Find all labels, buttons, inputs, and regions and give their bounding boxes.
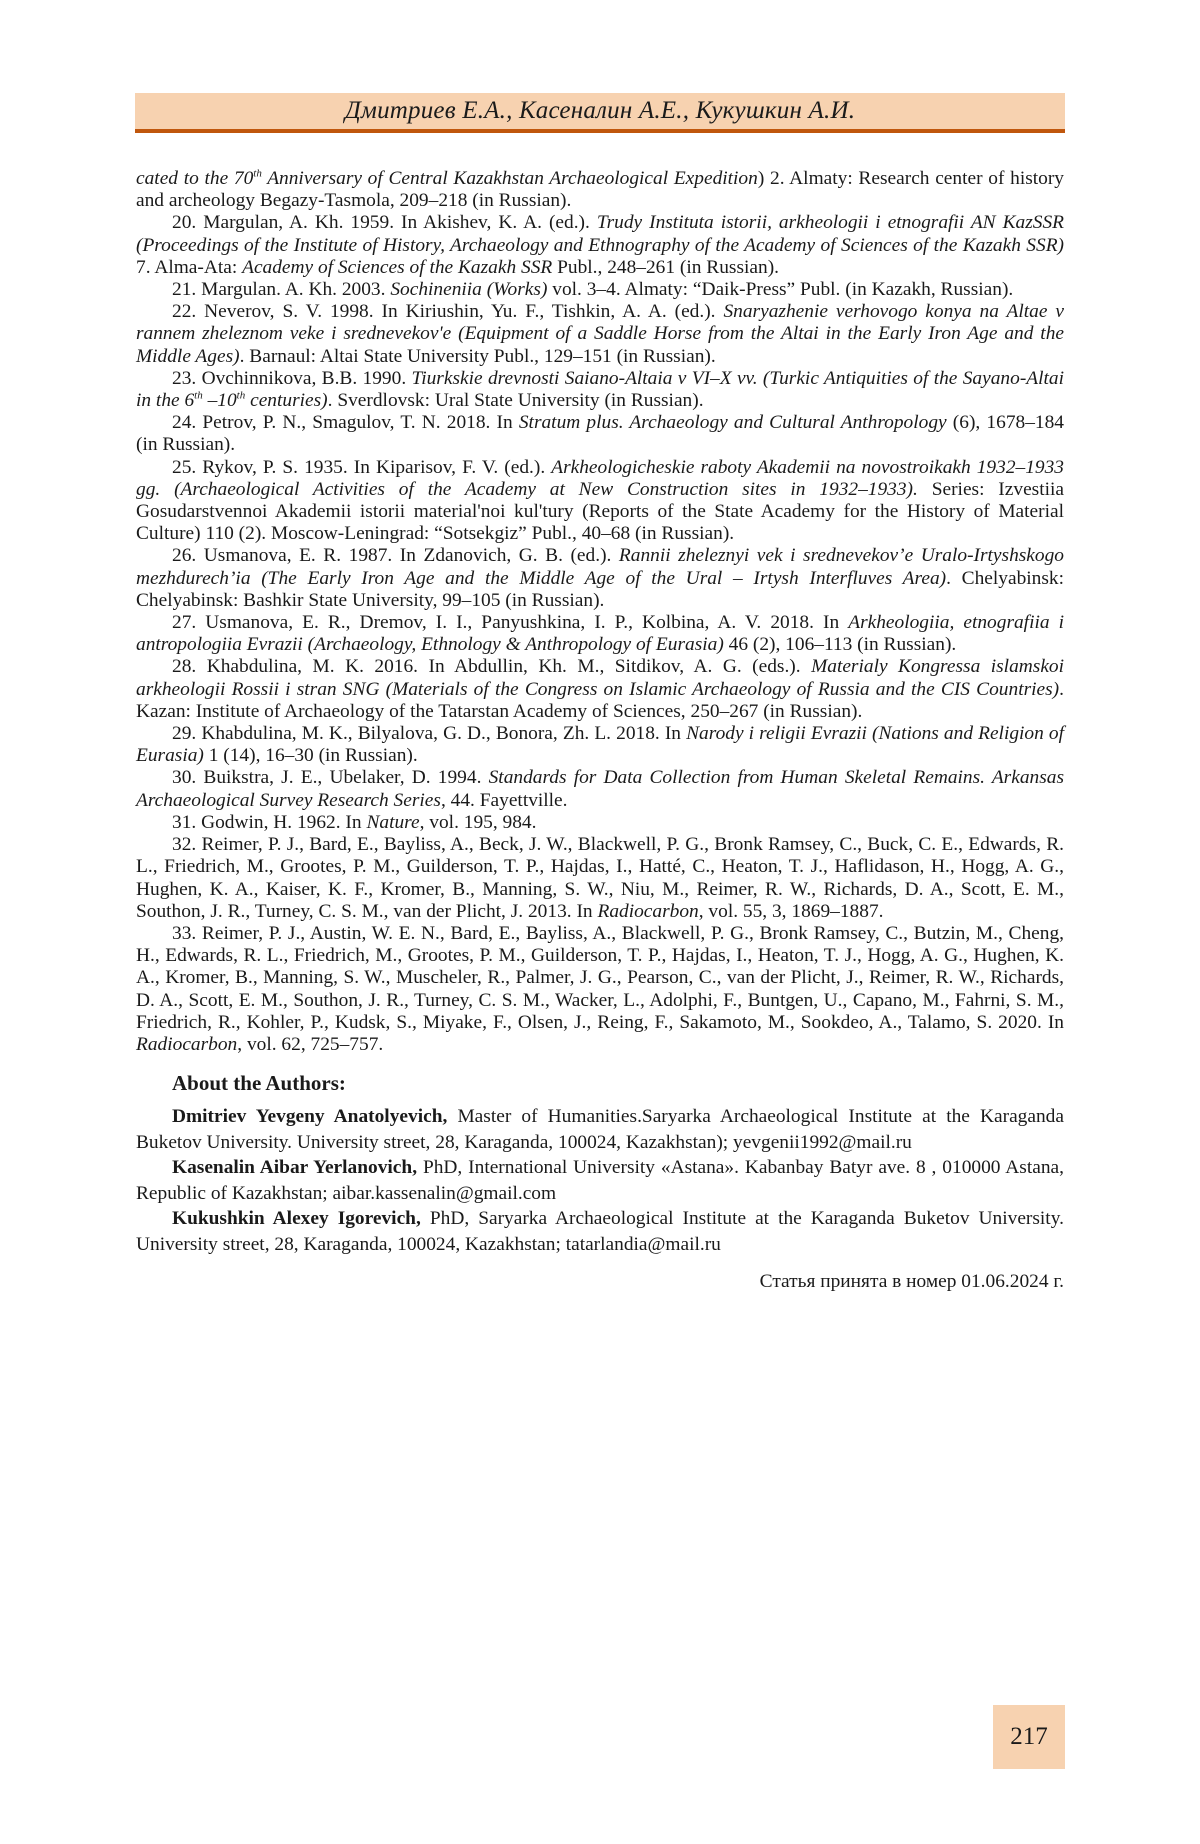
reference-32: 32. Reimer, P. J., Bard, E., Bayliss, A., Beck, J. W., Blackwell, P. G., Bronk Ramsey, C., Buck, C. E., Edwards, R. L., Friedrich, M., Grootes, P. M., Guilderson, T. P., Hajdas, I., Hatté, C., Heaton, T. J., Haflidason, H., Hogg, A. G., Hughen, K. A., Kaiser, K. F., Kromer, B., Manning, S. W., Niu, M., Reimer, R. W., Richards, D. A., Scott, E. M., Southon, J. R., Turney, C. S. M., van der Plicht, J. 2013. In Radiocarbon, vol. 55, 3, 1869–1887. <box>136 834 1064 922</box>
reference-19-continued: cated to the 70th Anniversary of Central Kazakhstan Archaeological Expedition) 2. Almaty: Research center of history and archeology Begazy-Tasmola, 209–218 (in Russian). <box>136 167 1064 212</box>
reference-25: 25. Rykov, P. S. 1935. In Kiparisov, F. V. (ed.). Arkheologicheskie raboty Akademii na novostroikakh 1932–1933 gg. (Archaeological Activities of the Academy at New Construction sites in 1932–1933). Series: Izvestiia Gosudarstvennoi Akademii istorii material'noi kul'tury (Reports of the State Academy for the History of Material Culture) 110 (2). Moscow-Leningrad: “Sotsekgiz” Publ., 40–68 (in Russian). <box>136 456 1064 545</box>
reference-31: 31. Godwin, H. 1962. In Nature, vol. 195, 984. <box>172 811 537 833</box>
reference-26: 26. Usmanova, E. R. 1987. In Zdanovich, G. B. (ed.). Rannii zheleznyi vek i srednevekov’e Uralo-Irtyshskogo mezhdurech’ia (The Early Iron Age and the Middle Age of the Ural – Irtysh Interfluves Area). Chelyabinsk: Chelyabinsk: Bashkir State University, 99–105 (in Russian). <box>136 545 1064 611</box>
running-header <box>135 93 1065 133</box>
author-kasenalin: Kasenalin Aibar Yerlanovich, PhD, International University «Astana». Kabanbay Batyr ave. 8 , 010000 Astana, Republic of Kazakhstan; aibar.kassenalin@gmail.com <box>136 1157 1064 1204</box>
reference-28: 28. Khabdulina, M. K. 2016. In Abdullin, Kh. M., Sitdikov, A. G. (eds.). Materialy Kongressa islamskoi arkheologii Rossii i stran SNG (Materials of the Congress on Islamic Archaeology of Russia and the CIS Countries). Kazan: Institute of Archaeology of the Tatarstan Academy of Sciences, 250–267 (in Russian). <box>136 656 1065 722</box>
page-number: 217 <box>1010 1723 1048 1750</box>
reference-33: 33. Reimer, P. J., Austin, W. E. N., Bard, E., Bayliss, A., Blackwell, P. G., Bronk Ramsey, C., Butzin, M., Cheng, H., Edwards, R. L., Friedrich, M., Grootes, P. M., Guilderson, T. P., Hajdas, I., Heaton, T. J., Hogg, A. G., Hughen, K. A., Kromer, B., Manning, S. W., Muscheler, R., Palmer, J. G., Pearson, C., van der Plicht, J., Reimer, R. W., Richards, D. A., Scott, E. M., Southon, J. R., Turney, C. S. M., Wacker, L., Adolphi, F., Buntgen, U., Capano, M., Fahrni, S. M., Friedrich, R., Kohler, P., Kudsk, S., Miyake, F., Olsen, J., Reing, F., Sakamoto, M., Sookdeo, A., Talamo, S. 2020. In Radiocarbon, vol. 62, 725–757. <box>136 922 1064 1055</box>
author-kukushkin: Kukushkin Alexey Igorevich, PhD, Saryarka Archaeological Institute at the Karaganda Buketov University. University street, 28, Karaganda, 100024, Kazakhstan; tatarlandia@mail.ru <box>136 1208 1064 1255</box>
accepted-date: Статья принята в номер 01.06.2024 г. <box>759 1271 1064 1293</box>
reference-20: 20. Margulan, A. Kh. 1959. In Akishev, K. A. (ed.). Trudy Instituta istorii, arkheologii i etnografii AN KazSSR (Proceedings of the Institute of History, Archaeology and Ethnography of the Academy of Sciences of the Kazakh SSR) 7. Alma-Ata: Academy of Sciences of the Kazakh SSR Publ., 248–261 (in Russian). <box>136 212 1064 278</box>
article-body <box>136 168 1064 1294</box>
reference-30: 30. Buikstra, J. E., Ubelaker, D. 1994. Standards for Data Collection from Human Skeletal Remains. Arkansas Archaeological Survey Research Series, 44. Fayettville. <box>136 767 1064 811</box>
reference-24: 24. Petrov, P. N., Smagulov, T. N. 2018. In Stratum plus. Archaeology and Cultural Anthropology (6), 1678–184 (in Russian). <box>136 412 1064 456</box>
author-dmitriev: Dmitriev Yevgeny Anatolyevich, Master of Humanities.Saryarka Archaeological Institute at the Karaganda Buketov University. University street, 28, Karaganda, 100024, Kazakhstan); yevgenii1992@mail.ru <box>136 1106 1064 1153</box>
reference-22: 22. Neverov, S. V. 1998. In Kiriushin, Yu. F., Tishkin, A. A. (ed.). Snaryazhenie verhovogo konya na Altae v rannem zheleznom veke i srednevekov'e (Equipment of a Saddle Horse from the Altai in the Early Iron Age and the Middle Ages). Barnaul: Altai State University Publ., 129–151 (in Russian). <box>136 301 1064 367</box>
reference-29: 29. Khabdulina, M. K., Bilyalova, G. D., Bonora, Zh. L. 2018. In Narody i religii Evrazii (Nations and Religion of Eurasia) 1 (14), 16–30 (in Russian). <box>136 723 1064 767</box>
reference-27: 27. Usmanova, E. R., Dremov, I. I., Panyushkina, I. P., Kolbina, A. V. 2018. In Arkheologiia, etnografiia i antropologiia Evrazii (Archaeology, Ethnology & Anthropology of Eurasia) 46 (2), 106–113 (in Russian). <box>136 612 1064 656</box>
reference-23: 23. Ovchinnikova, B.B. 1990. Tiurkskie drevnosti Saiano-Altaia v VI–X vv. (Turkic Antiquities of the Sayano-Altai in the 6th –10th centuries). Sverdlovsk: Ural State University (in Russian). <box>136 367 1064 412</box>
authors-heading: About the Authors: <box>172 1071 346 1096</box>
reference-21: 21. Margulan. A. Kh. 2003. Sochineniia (Works) vol. 3–4. Almaty: “Daik-Press” Publ. (in Kazakh, Russian). <box>172 279 1014 301</box>
running-title: Дмитриев Е.А., Касеналин А.Е., Кукушкин А.И. <box>344 97 856 124</box>
page-number-box <box>993 1705 1065 1769</box>
